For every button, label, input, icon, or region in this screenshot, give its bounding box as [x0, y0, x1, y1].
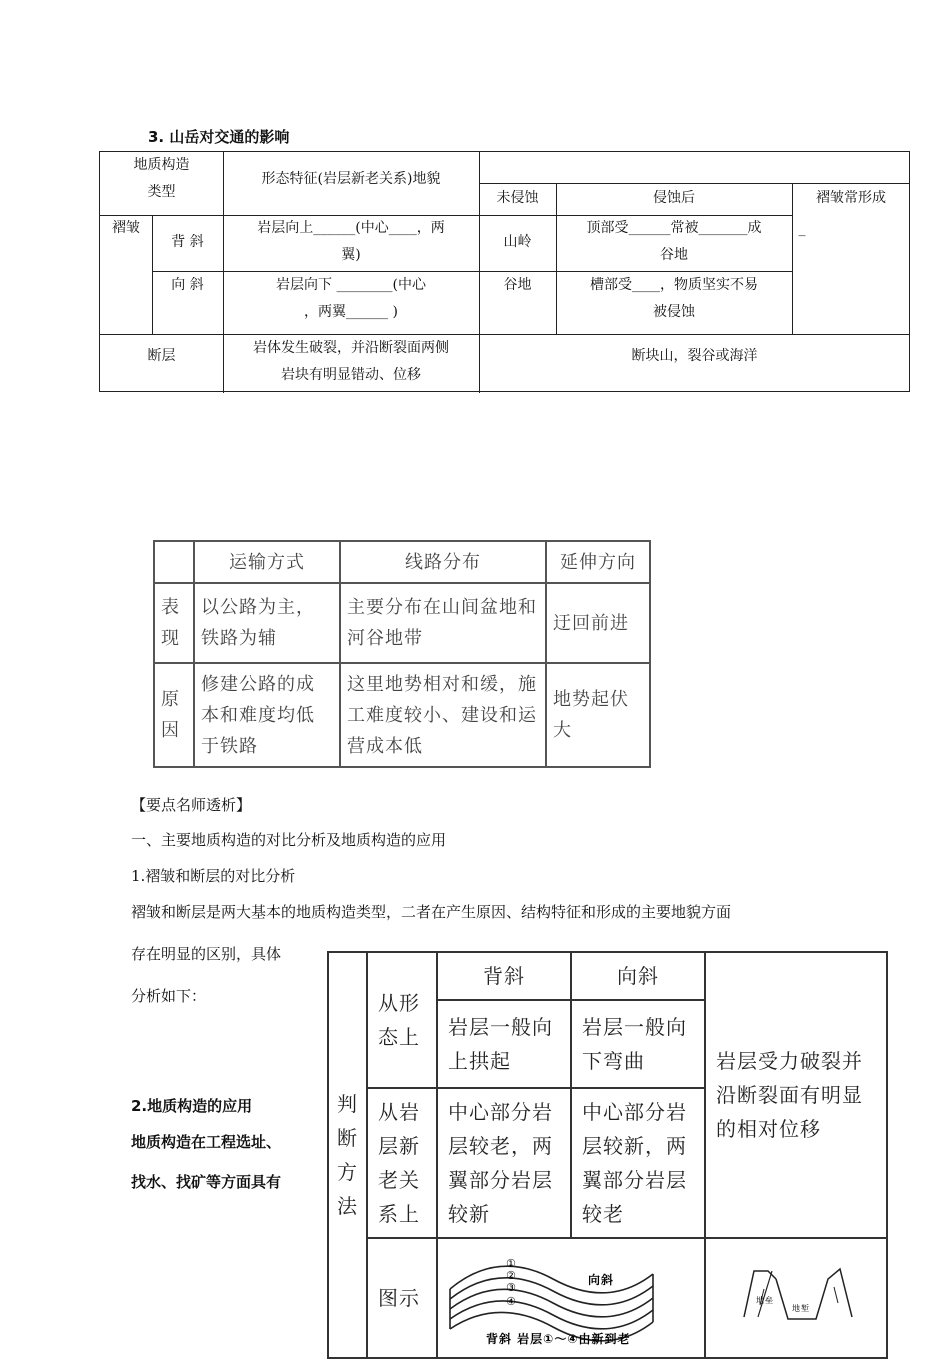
anticline-form: 岩层一般向上拱起: [437, 1000, 571, 1088]
header-empty: [154, 541, 194, 583]
syncline-not-eroded: 谷地: [503, 277, 532, 293]
eroded-header: 侵蚀后: [653, 190, 695, 206]
syncline-form: 岩层一般向下弯曲: [571, 1000, 705, 1088]
syncline-age: 中心部分岩层较新，两翼部分岩层较老: [571, 1088, 705, 1238]
header-direction: 延伸方向: [546, 541, 650, 583]
fold-often-header: 褶皱常形成: [816, 190, 886, 206]
fault-description: 岩层受力破裂并沿断裂面有明显的相对位移: [705, 952, 887, 1238]
heading-fold-fault: 1.褶皱和断层的对比分析: [131, 867, 296, 885]
layer-4-label: ④: [506, 1295, 517, 1308]
anticline-label: 背 斜: [171, 234, 204, 250]
horst-label: 地垒: [756, 1296, 774, 1305]
table-cell: 这里地势相对和缓，施工难度较小、建设和运营成本低: [340, 663, 546, 767]
transport-table: [153, 540, 651, 768]
fold-label: 褶皱: [112, 220, 140, 236]
row-label-form: 从形态上: [367, 952, 437, 1088]
row-label-reason: 原因: [154, 663, 194, 767]
syncline-form: 岩层向下 ________(中心 ，两翼______ ): [276, 277, 426, 320]
fault-label: 断层: [147, 348, 176, 364]
anticline-not-eroded: 山岭: [503, 234, 532, 250]
fold-figure: [437, 1238, 705, 1358]
row-label-age: 从岩层新老关系上: [367, 1088, 437, 1238]
not-eroded-header: 未侵蚀: [496, 190, 539, 206]
layer-1-label: ①: [506, 1257, 517, 1270]
layer-3-label: ③: [506, 1281, 517, 1294]
judgment-table: [327, 951, 888, 1359]
table-cell: 主要分布在山间盆地和河谷地带: [340, 583, 546, 663]
paragraph: 地质构造在工程选址、: [131, 1133, 282, 1151]
header-anticline: 背斜: [437, 952, 571, 1000]
fault-form: 岩体发生破裂，并沿断裂面两侧 岩块有明显错动、位移: [253, 340, 449, 383]
paragraph: 分析如下：: [131, 987, 207, 1005]
anticline-age: 中心部分岩层较老，两翼部分岩层较新: [437, 1088, 571, 1238]
fold-fault-table: [99, 151, 910, 392]
row-label-performance: 表现: [154, 583, 194, 663]
table-cell: 修建公路的成本和难度均低于铁路: [194, 663, 340, 767]
form-header: 形态特征(岩层新老关系)地貌: [261, 171, 441, 187]
paragraph: 存在明显的区别，具体: [131, 945, 282, 963]
type-header: 地质构造 类型: [133, 157, 190, 200]
heading-contrast: 一、主要地质构造的对比分析及地质构造的应用: [131, 831, 447, 849]
table-cell: 以公路为主，铁路为辅: [194, 583, 340, 663]
judgment-method-label: 判断方法: [328, 952, 367, 1358]
table-cell: 地势起伏大: [546, 663, 650, 767]
syncline-fig-label: 向斜: [588, 1273, 615, 1287]
graben-label: 地堑: [792, 1304, 810, 1313]
fault-figure: [705, 1238, 887, 1358]
syncline-eroded: 槽部受____，物质坚实不易 被侵蚀: [590, 277, 758, 320]
paragraph: 找水、找矿等方面具有: [131, 1173, 282, 1191]
key-points-heading: 【要点名师透析】: [131, 796, 252, 814]
fold-fig-caption: 背斜 岩层①～④由新到老: [486, 1332, 631, 1346]
layer-2-label: ②: [506, 1269, 517, 1282]
syncline-label: 向 斜: [171, 277, 204, 293]
fold-often-blank: _: [798, 221, 806, 237]
anticline-form: 岩层向上______(中心____，两 翼): [257, 220, 445, 263]
header-transport: 运输方式: [194, 541, 340, 583]
anticline-eroded: 顶部受______常被_______成 谷地: [586, 220, 762, 263]
fold-diagram: [438, 1239, 700, 1347]
section-title: 3. 山岳对交通的影响: [148, 128, 290, 146]
fault-landform: 断块山，裂谷或海洋: [631, 348, 758, 364]
header-syncline: 向斜: [571, 952, 705, 1000]
header-route: 线路分布: [340, 541, 546, 583]
paragraph: 褶皱和断层是两大基本的地质构造类型，二者在产生原因、结构特征和形成的主要地貌方面: [131, 903, 732, 921]
table-cell: 迂回前进: [546, 583, 650, 663]
fault-diagram: [706, 1239, 886, 1347]
row-label-figure: 图示: [367, 1238, 437, 1358]
heading-application: 2.地质构造的应用: [131, 1097, 253, 1115]
